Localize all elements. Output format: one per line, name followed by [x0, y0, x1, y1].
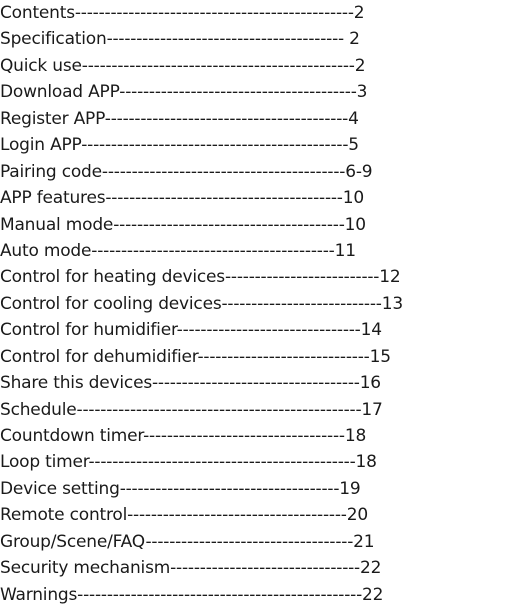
toc-entry-pairing-code[interactable]	[0, 159, 510, 185]
toc-entry-security-mechanism[interactable]	[0, 555, 510, 581]
toc-entry-download-app[interactable]	[0, 79, 510, 105]
toc-entry-title: Control for cooling devices	[0, 293, 222, 314]
toc-entry-leader: ----------------------------------------	[106, 29, 350, 50]
toc-entry-leader: --------------------------	[224, 267, 380, 288]
toc-entry-leader: ---------------------------------------------	[81, 135, 349, 156]
toc-entry-title: Contents	[0, 3, 75, 23]
toc-entry-title: Schedule	[0, 399, 77, 420]
toc-entry-page: 12	[379, 267, 401, 288]
toc-entry-leader: -----------------------------------------------	[74, 3, 354, 23]
toc-entry-remote-control[interactable]	[0, 502, 510, 528]
toc-entry-countdown-timer[interactable]	[0, 423, 510, 449]
toc-entry-page: 11	[334, 240, 356, 261]
toc-entry-page: 15	[369, 346, 391, 367]
toc-entry-control-humidifier[interactable]	[0, 317, 510, 343]
toc-entry-page: 3	[356, 82, 368, 103]
toc-entry-title: Security mechanism	[0, 558, 171, 579]
toc-entry-warnings[interactable]	[0, 582, 510, 608]
toc-entry-leader: ----------------------------------------	[105, 188, 343, 209]
toc-entry-title: Manual mode	[0, 214, 114, 235]
toc-entry-leader: ---------------------------------------	[113, 214, 345, 235]
toc-entry-leader: -----------------------------------------	[101, 161, 346, 182]
toc-entry-page: 4	[348, 108, 359, 129]
toc-entry-title: Group/Scene/FAQ	[0, 531, 146, 552]
toc-entry-title: Share this devices	[0, 373, 152, 394]
toc-entry-quick-use[interactable]	[0, 53, 510, 79]
toc-entry-page: 6-9	[345, 161, 373, 182]
toc-entry-page: 2	[354, 55, 366, 76]
toc-entry-leader: -------------------------------	[176, 320, 361, 341]
toc-entry-app-features[interactable]	[0, 185, 510, 211]
toc-entry-page: 19	[339, 478, 361, 499]
toc-entry-title: APP features	[0, 188, 106, 209]
toc-entry-title: Quick use	[0, 55, 82, 76]
toc-entry-page: 2	[353, 3, 365, 23]
toc-entry-register-app[interactable]	[0, 106, 510, 132]
toc-entry-contents[interactable]	[0, 0, 510, 26]
toc-entry-title: Login APP	[0, 135, 82, 156]
toc-entry-specification[interactable]	[0, 26, 510, 52]
toc-entry-title: Control for heating devices	[0, 267, 225, 288]
toc-entry-control-cooling[interactable]	[0, 291, 510, 317]
toc-entry-auto-mode[interactable]	[0, 238, 510, 264]
toc-entry-title: Register APP	[0, 108, 105, 129]
toc-entry-page: 17	[361, 399, 383, 420]
toc-entry-leader: -----------------------------------------	[91, 240, 335, 261]
toc-entry-page: 18	[344, 426, 367, 446]
toc-entry-page: 22	[360, 558, 382, 579]
toc-entry-leader: -----------------------------	[197, 346, 370, 367]
toc-entry-schedule[interactable]	[0, 397, 510, 423]
toc-entry-leader: -----------------------------------	[151, 373, 360, 394]
toc-entry-leader: --------------------------------	[170, 558, 360, 579]
toc-entry-share-devices[interactable]	[0, 370, 510, 396]
toc-entry-title: Pairing code	[0, 161, 102, 182]
toc-entry-title: Warnings	[0, 584, 78, 605]
toc-entry-page: 5	[348, 135, 359, 156]
toc-entry-login-app[interactable]	[0, 132, 510, 158]
toc-entry-control-heating[interactable]	[0, 264, 510, 290]
toc-entry-manual-mode[interactable]	[0, 212, 510, 238]
toc-entry-group-scene-faq[interactable]	[0, 529, 510, 555]
toc-entry-leader: ----------------------------------------------	[81, 55, 355, 76]
toc-entry-leader: ---------------------------	[221, 293, 382, 314]
toc-entry-page: 22	[362, 584, 384, 605]
toc-entry-page: 2	[349, 29, 360, 50]
toc-entry-leader: ----------------------------------------	[119, 82, 357, 103]
toc-entry-page: 21	[353, 531, 375, 552]
toc-entry-page: 14	[360, 320, 382, 341]
toc-entry-device-setting[interactable]	[0, 476, 510, 502]
toc-entry-title: Control for humidifier	[0, 320, 177, 341]
toc-entry-page: 10	[342, 188, 364, 209]
toc-entry-title: Control for dehumidifier	[0, 346, 198, 367]
toc-entry-leader: -----------------------------------	[145, 531, 354, 552]
toc-entry-title: Loop timer	[0, 452, 89, 473]
toc-entry-leader: ------------------------------------------------	[76, 399, 362, 420]
toc-entry-page: 20	[346, 505, 368, 526]
toc-entry-leader: -----------------------------------------	[104, 108, 349, 129]
toc-entry-title: Specification	[0, 29, 107, 50]
toc-entry-title: Remote control	[0, 505, 128, 526]
toc-entry-page: 16	[359, 373, 381, 394]
toc-entry-title: Auto mode	[0, 240, 92, 261]
toc-entry-leader: -------------------------------------	[127, 505, 347, 526]
toc-entry-page: 18	[355, 452, 377, 473]
toc-entry-loop-timer[interactable]	[0, 449, 510, 475]
toc-entry-leader: -------------------------------------	[119, 478, 340, 499]
toc-entry-title: Download APP	[0, 82, 120, 103]
toc-entry-title: Device setting	[0, 478, 120, 499]
toc-entry-leader: ----------------------------------	[143, 426, 345, 446]
toc-entry-leader: ---------------------------------------------	[88, 452, 356, 473]
toc-entry-leader: ------------------------------------------------	[77, 584, 363, 605]
toc-entry-page: 13	[381, 293, 403, 314]
toc-entry-control-dehumidifier[interactable]	[0, 344, 510, 370]
toc-entry-title: Countdown timer	[0, 426, 144, 446]
toc-entry-page: 10	[344, 214, 366, 235]
